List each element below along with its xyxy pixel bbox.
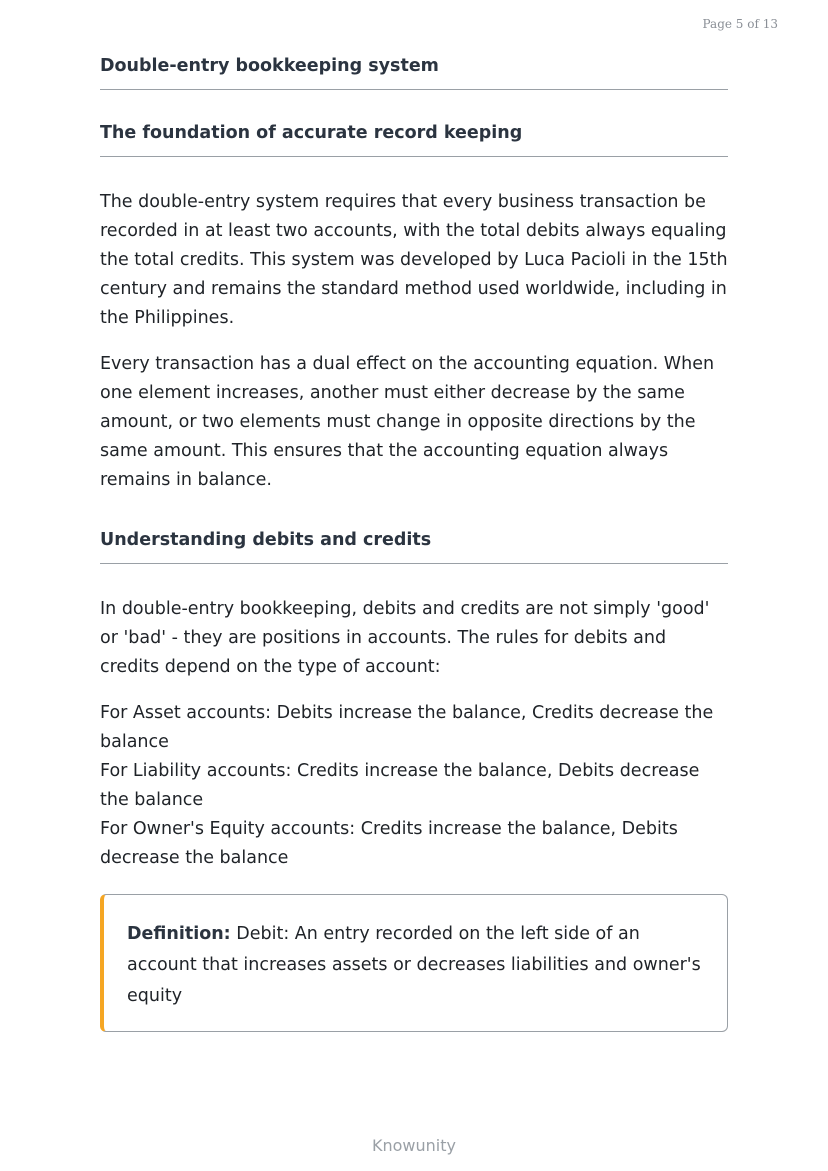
definition-label: Definition: [127,924,231,944]
document-content [100,54,728,873]
section-heading-foundation: The foundation of accurate record keeping [100,121,728,157]
paragraph-double-entry-intro: The double-entry system requires that every business transaction be recorded in at least two accounts, with the total debits always equaling the total credits. This system was developed by Luca Pacioli in the 15th century and remains the standard method used worldwide, including in the Philippines. [100,192,728,328]
rule-equity-accounts: For Owner's Equity accounts: Credits increase the balance, Debits decrease the balance [100,819,678,868]
page-number: Page 5 of 13 [702,17,778,31]
paragraph-debits-credits-intro: In double-entry bookkeeping, debits and credits are not simply 'good' or 'bad' - they are positions in accounts. The rules for debits and credits depend on the type of account: [100,599,710,677]
page-title: Double-entry bookkeeping system [100,54,728,90]
definition-callout [100,894,728,1032]
paragraph-dual-effect: Every transaction has a dual effect on the accounting equation. When one element increases, another must either decrease by the same amount, or two elements must change in opposite directions by the same amount. This ensures that the accounting equation always remains in balance. [100,354,715,490]
rule-liability-accounts: For Liability accounts: Credits increase the balance, Debits decrease the balance [100,761,700,810]
section-heading-debits-credits: Understanding debits and credits [100,528,728,564]
account-rules-list [100,699,728,873]
definition-text [127,919,703,1012]
footer-brand: Knowunity [372,1136,456,1155]
definition-body: Debit: An entry recorded on the left side of an account that increases assets or decreases liabilities and owner's equity [127,924,701,1006]
rule-asset-accounts: For Asset accounts: Debits increase the balance, Credits decrease the balance [100,703,714,752]
section-foundation-body [100,188,728,495]
